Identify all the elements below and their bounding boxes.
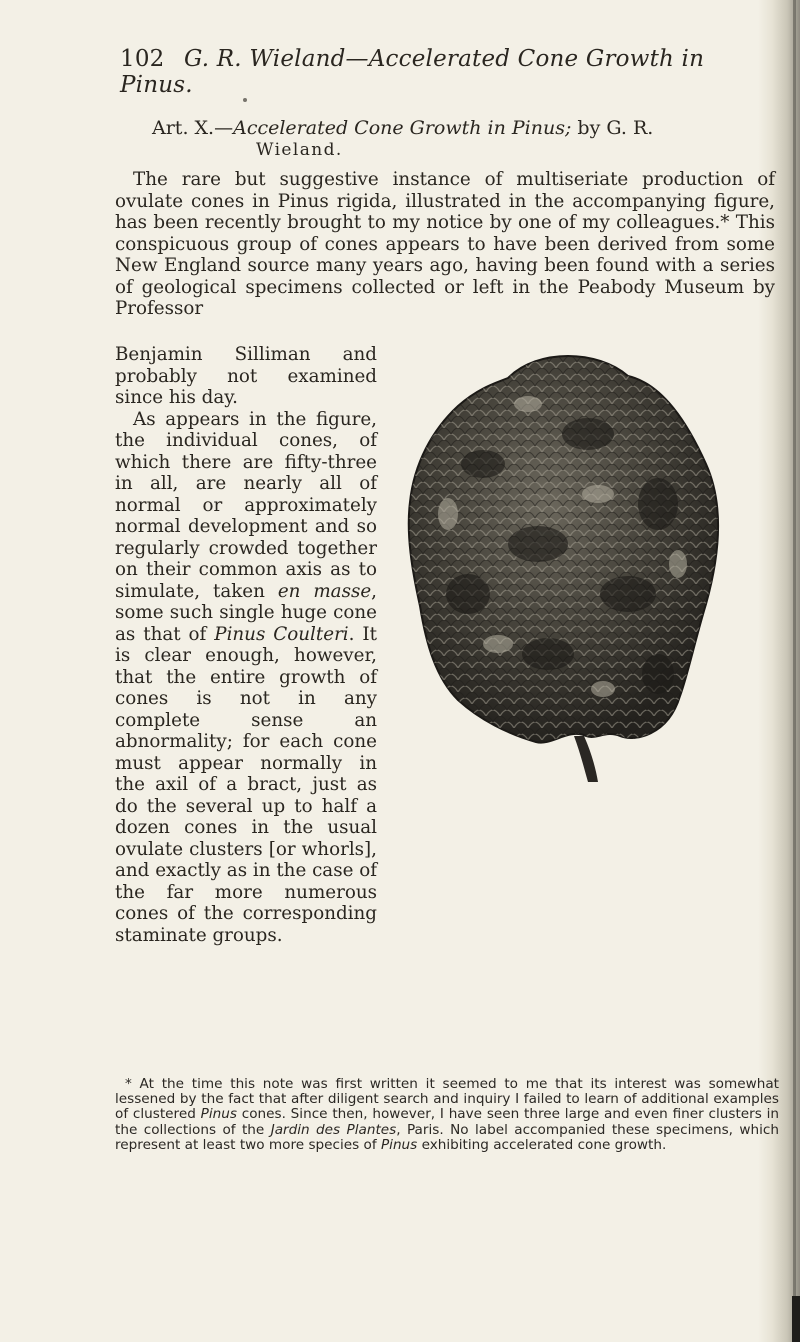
paragraph-1-continued: Benjamin Silliman and probably not examined since his day. — [115, 344, 377, 408]
footnote — [115, 1077, 779, 1153]
footnote-text-a: * At the time this note was first written it seemed to me that its interest was somewhat lessened by the fact that after diligent search and inquiry I failed to learn of additional examples of clustered — [115, 1076, 779, 1123]
page-edge-line — [793, 0, 796, 1342]
running-header — [120, 46, 780, 98]
article-label: Art. X.— — [152, 117, 234, 139]
footnote-text-d: exhibiting accelerated cone growth. — [417, 1136, 667, 1153]
article-title-text: Accelerated Cone Growth in Pinus; — [233, 117, 572, 139]
pinus-coulteri-italic: Pinus Coulteri — [214, 623, 349, 645]
article-author: Wieland. — [256, 140, 343, 160]
footnote-pinus-italic-2: Pinus — [380, 1136, 418, 1153]
article-title — [152, 116, 772, 140]
paragraph-2-text-b: , some such single huge cone as that of — [115, 580, 377, 645]
paragraph-2-text-a: As appears in the figure, the individual cones, of which there are fifty-three in all, are nearly all of normal or approximately normal development and so regularly crowded together on their common axis as to simulate, taken — [115, 408, 377, 602]
paragraph-2 — [115, 409, 377, 947]
article-by: by G. R. — [577, 117, 654, 139]
running-title: G. R. Wieland—Accelerated Cone Growth in Pinus. — [120, 46, 705, 98]
page-edge-mark — [792, 1296, 800, 1342]
en-masse-italic: en masse — [277, 580, 372, 602]
paragraph-1-text: The rare but suggestive instance of multiseriate production of ovulate cones in Pinus rigida, illustrated in the accompanying figure, has been recently brought to my notice by one of my colleagues.* This conspicuous group of cones appears to have been derived from some New England source many years ago, having been found with a series of geological specimens collected or left in the Peabody Museum by Professor — [115, 169, 775, 319]
footnote-text — [115, 1077, 779, 1153]
print-speck — [243, 98, 247, 102]
footnote-text-b: cones. Since then, however, I have seen three large and even finer clusters in the collections of the — [115, 1106, 780, 1138]
stem — [574, 736, 598, 782]
page-number: 102 — [120, 46, 165, 72]
narrow-column-text — [115, 344, 377, 946]
paragraph-2-text-c: . It is clear enough, however, that the entire growth of cones is not in any complete sense an abnormality; for each cone must appear normally in the axil of a bract, just as do the several up to half a dozen cones in the usual ovulate clusters [or whorls], and exactly as in the case of the far more numerous cones of the corresponding staminate groups. — [115, 623, 377, 946]
paragraph-1 — [115, 169, 775, 320]
pine-cone-cluster-figure — [388, 344, 738, 784]
footnote-text-c: , Paris. No label accompanied these specimens, which represent at least two more species of — [115, 1121, 779, 1153]
footnote-pinus-italic-1: Pinus — [200, 1106, 237, 1123]
jardin-des-plantes-italic: Jardin des Plantes — [270, 1121, 397, 1138]
